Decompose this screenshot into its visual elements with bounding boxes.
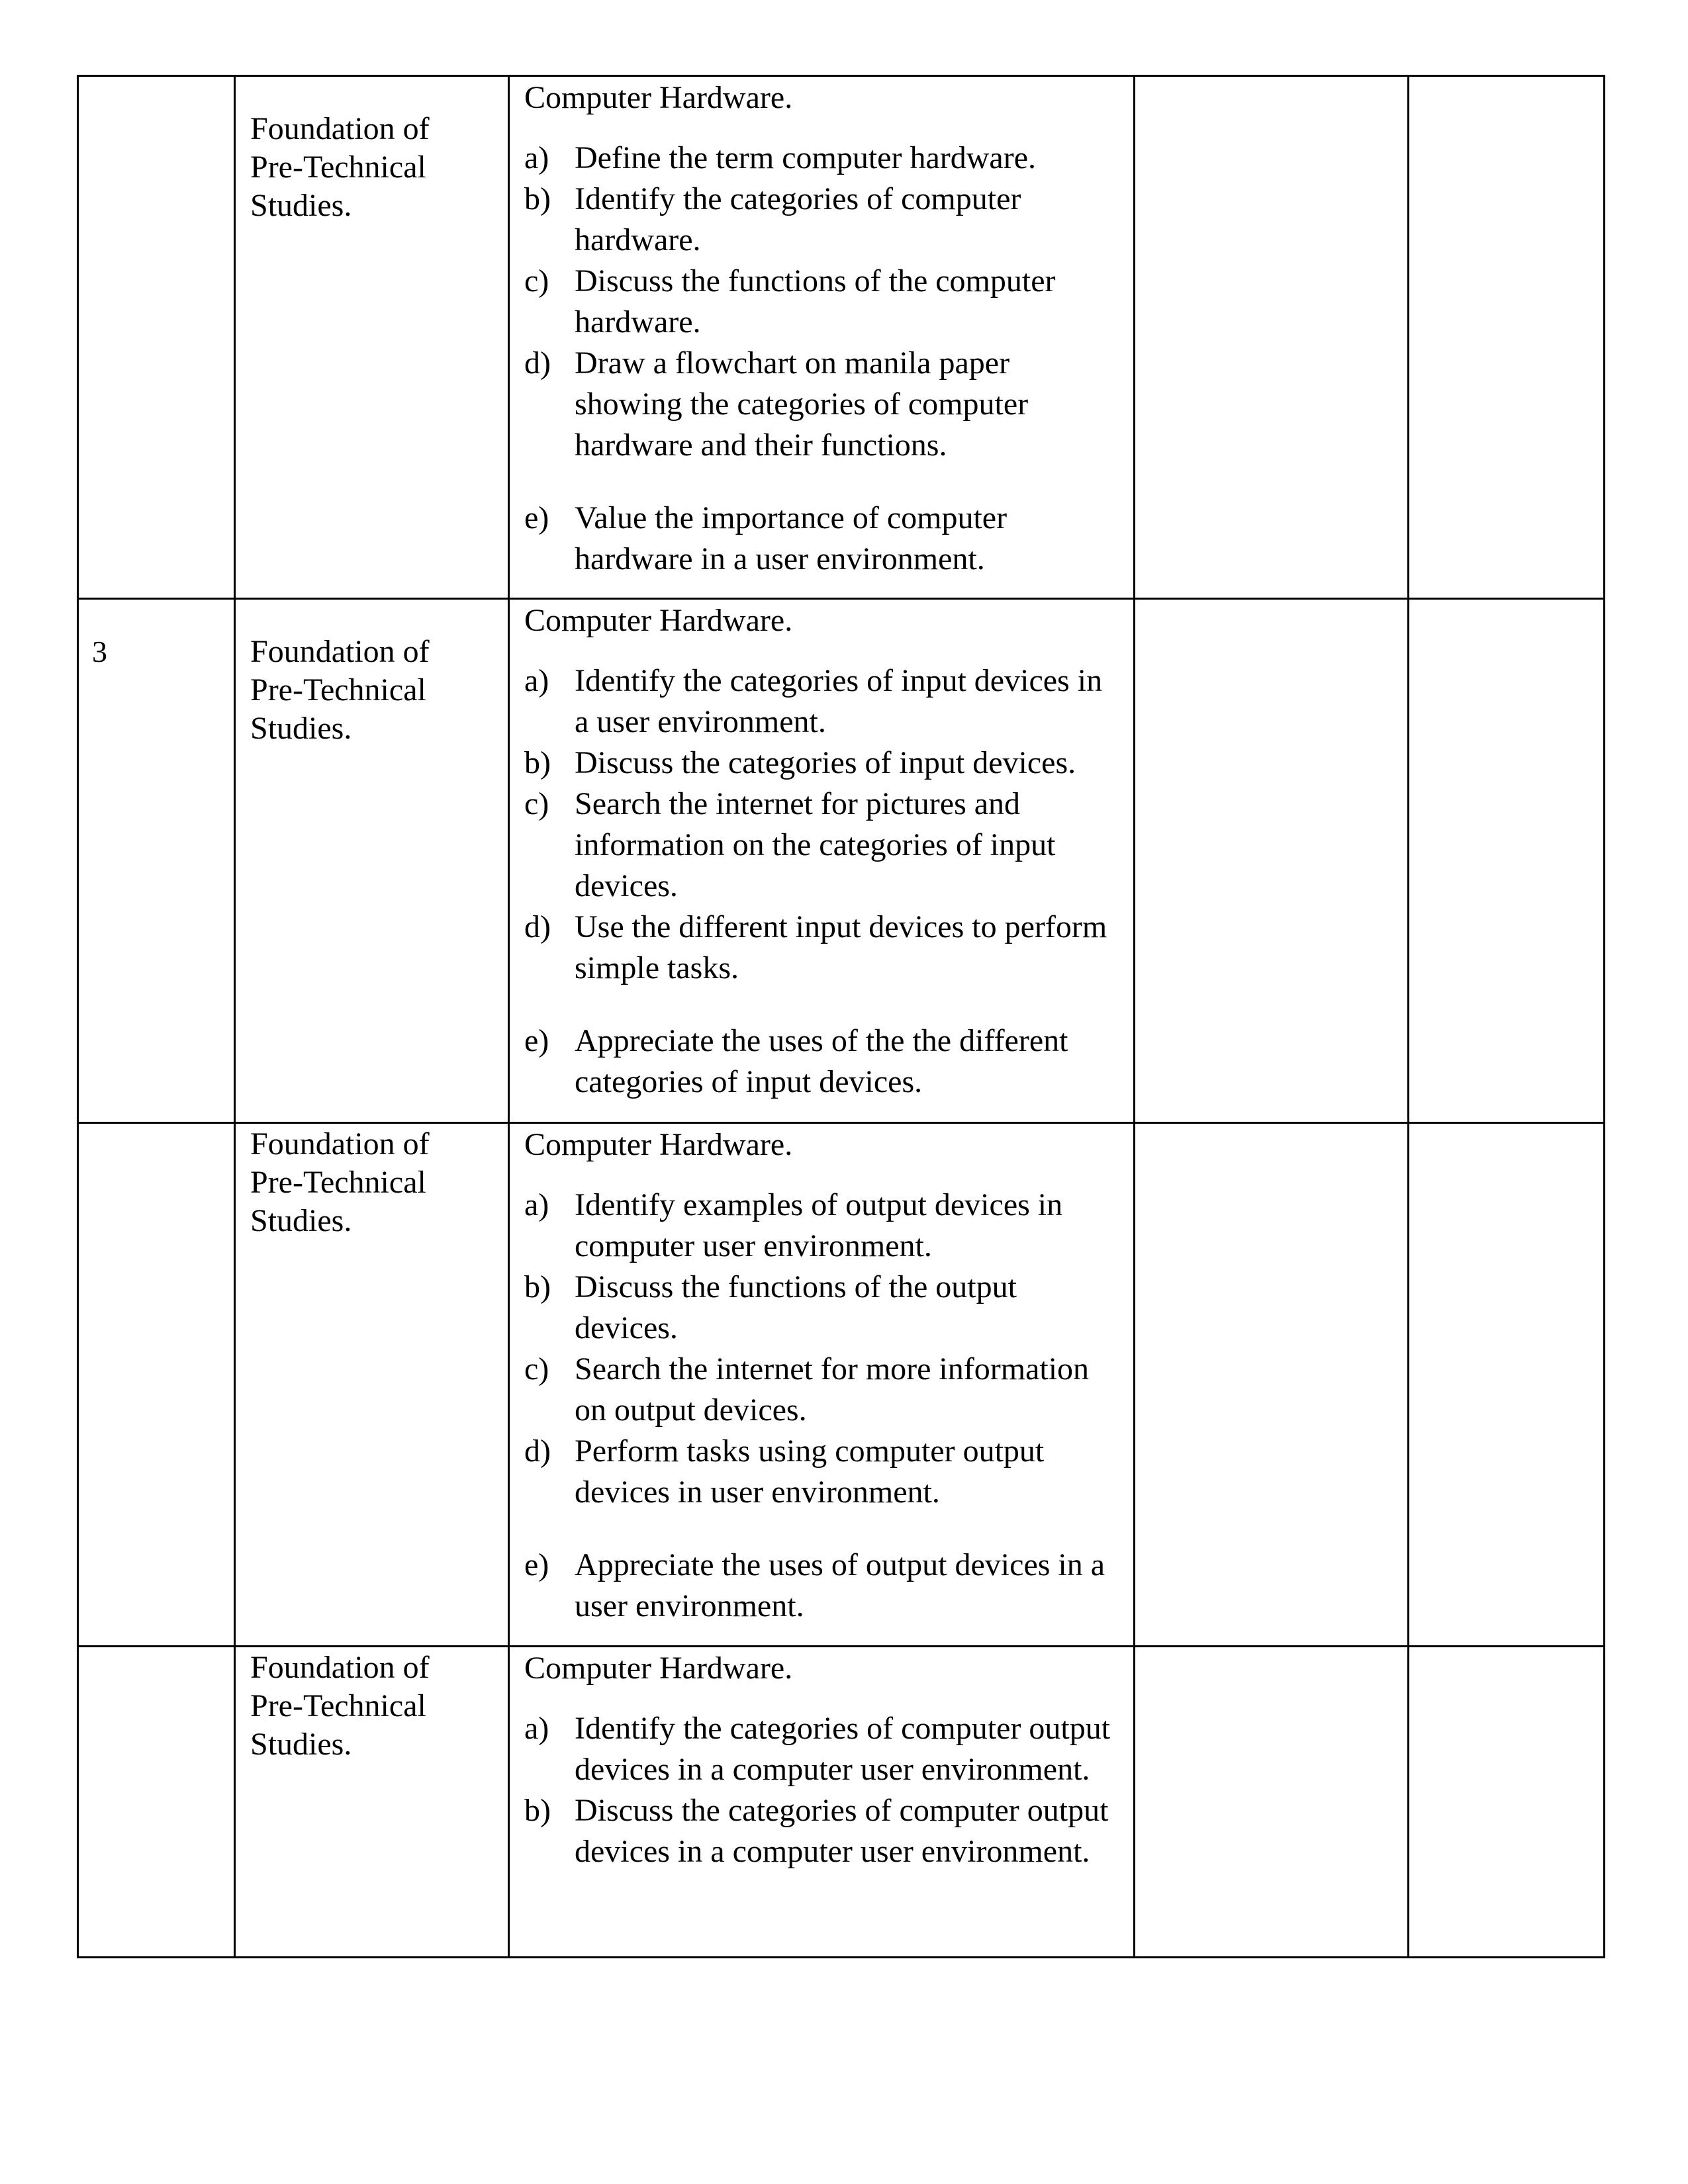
sub-strand-title: Computer Hardware. — [524, 1651, 793, 1686]
week-number: 3 — [92, 635, 107, 668]
learning-outcomes-list — [524, 138, 1123, 580]
table-row — [78, 599, 1605, 1123]
table-row — [78, 1123, 1605, 1647]
list-item: b) Discuss the functions of the output devices. — [524, 1269, 1017, 1345]
sub-strand-title: Computer Hardware. — [524, 80, 793, 115]
empty-cell — [1409, 76, 1605, 599]
content-cell — [509, 1647, 1135, 1958]
list-item: d) Draw a flowchart on manila paper showing the categories of computer hardware and their functions. — [524, 345, 1029, 463]
empty-cell — [1135, 76, 1409, 599]
list-item: c) Search the internet for pictures and information on the categories of input devices. — [524, 786, 1056, 903]
list-item: e) Value the importance of computer hardware in a user environment. — [524, 500, 1008, 576]
empty-cell — [1135, 1647, 1409, 1958]
strand-text: Foundation of Pre-Technical Studies. — [250, 1126, 430, 1238]
list-item: a) Define the term computer hardware. — [524, 140, 1037, 175]
table-row — [78, 1647, 1605, 1958]
list-item: e) Appreciate the uses of the the different categories of input devices. — [524, 1023, 1068, 1099]
empty-cell — [1409, 1647, 1605, 1958]
strand-text: Foundation of Pre-Technical Studies. — [250, 1650, 430, 1762]
sub-strand-title: Computer Hardware. — [524, 603, 793, 638]
list-item: a) Identify examples of output devices in computer user environment. — [524, 1187, 1063, 1263]
empty-cell — [1409, 599, 1605, 1123]
list-item: a) Identify the categories of input devices in a user environment. — [524, 663, 1103, 739]
list-item: c) Search the internet for more information on output devices. — [524, 1351, 1090, 1428]
strand-cell — [235, 1123, 509, 1647]
content-cell — [509, 599, 1135, 1123]
learning-outcomes-list — [524, 1185, 1123, 1627]
week-cell — [78, 76, 235, 599]
learning-outcomes-list — [524, 1708, 1123, 1872]
list-item: d) Perform tasks using computer output devices in user environment. — [524, 1433, 1045, 1510]
content-cell — [509, 1123, 1135, 1647]
strand-text: Foundation of Pre-Technical Studies. — [250, 634, 430, 746]
week-cell — [78, 1647, 235, 1958]
strand-text: Foundation of Pre-Technical Studies. — [250, 111, 430, 223]
strand-cell — [235, 1647, 509, 1958]
table-row — [78, 76, 1605, 599]
list-item: d) Use the different input devices to perform simple tasks. — [524, 909, 1107, 985]
list-item: c) Discuss the functions of the computer hardware. — [524, 263, 1056, 340]
week-cell — [78, 1123, 235, 1647]
empty-cell — [1409, 1123, 1605, 1647]
list-item: b) Identify the categories of computer hardware. — [524, 181, 1021, 257]
list-item: e) Appreciate the uses of output devices in a user environment. — [524, 1547, 1105, 1623]
week-cell — [78, 599, 235, 1123]
empty-cell — [1135, 1123, 1409, 1647]
strand-cell — [235, 76, 509, 599]
empty-cell — [1135, 599, 1409, 1123]
list-item: b) Discuss the categories of computer output devices in a computer user environment. — [524, 1793, 1109, 1869]
sub-strand-title: Computer Hardware. — [524, 1127, 793, 1162]
list-item: b) Discuss the categories of input devices. — [524, 745, 1076, 780]
strand-cell — [235, 599, 509, 1123]
learning-outcomes-list — [524, 660, 1123, 1103]
content-cell — [509, 76, 1135, 599]
scheme-of-work-table — [77, 75, 1605, 1958]
list-item: a) Identify the categories of computer output devices in a computer user environment. — [524, 1711, 1111, 1787]
